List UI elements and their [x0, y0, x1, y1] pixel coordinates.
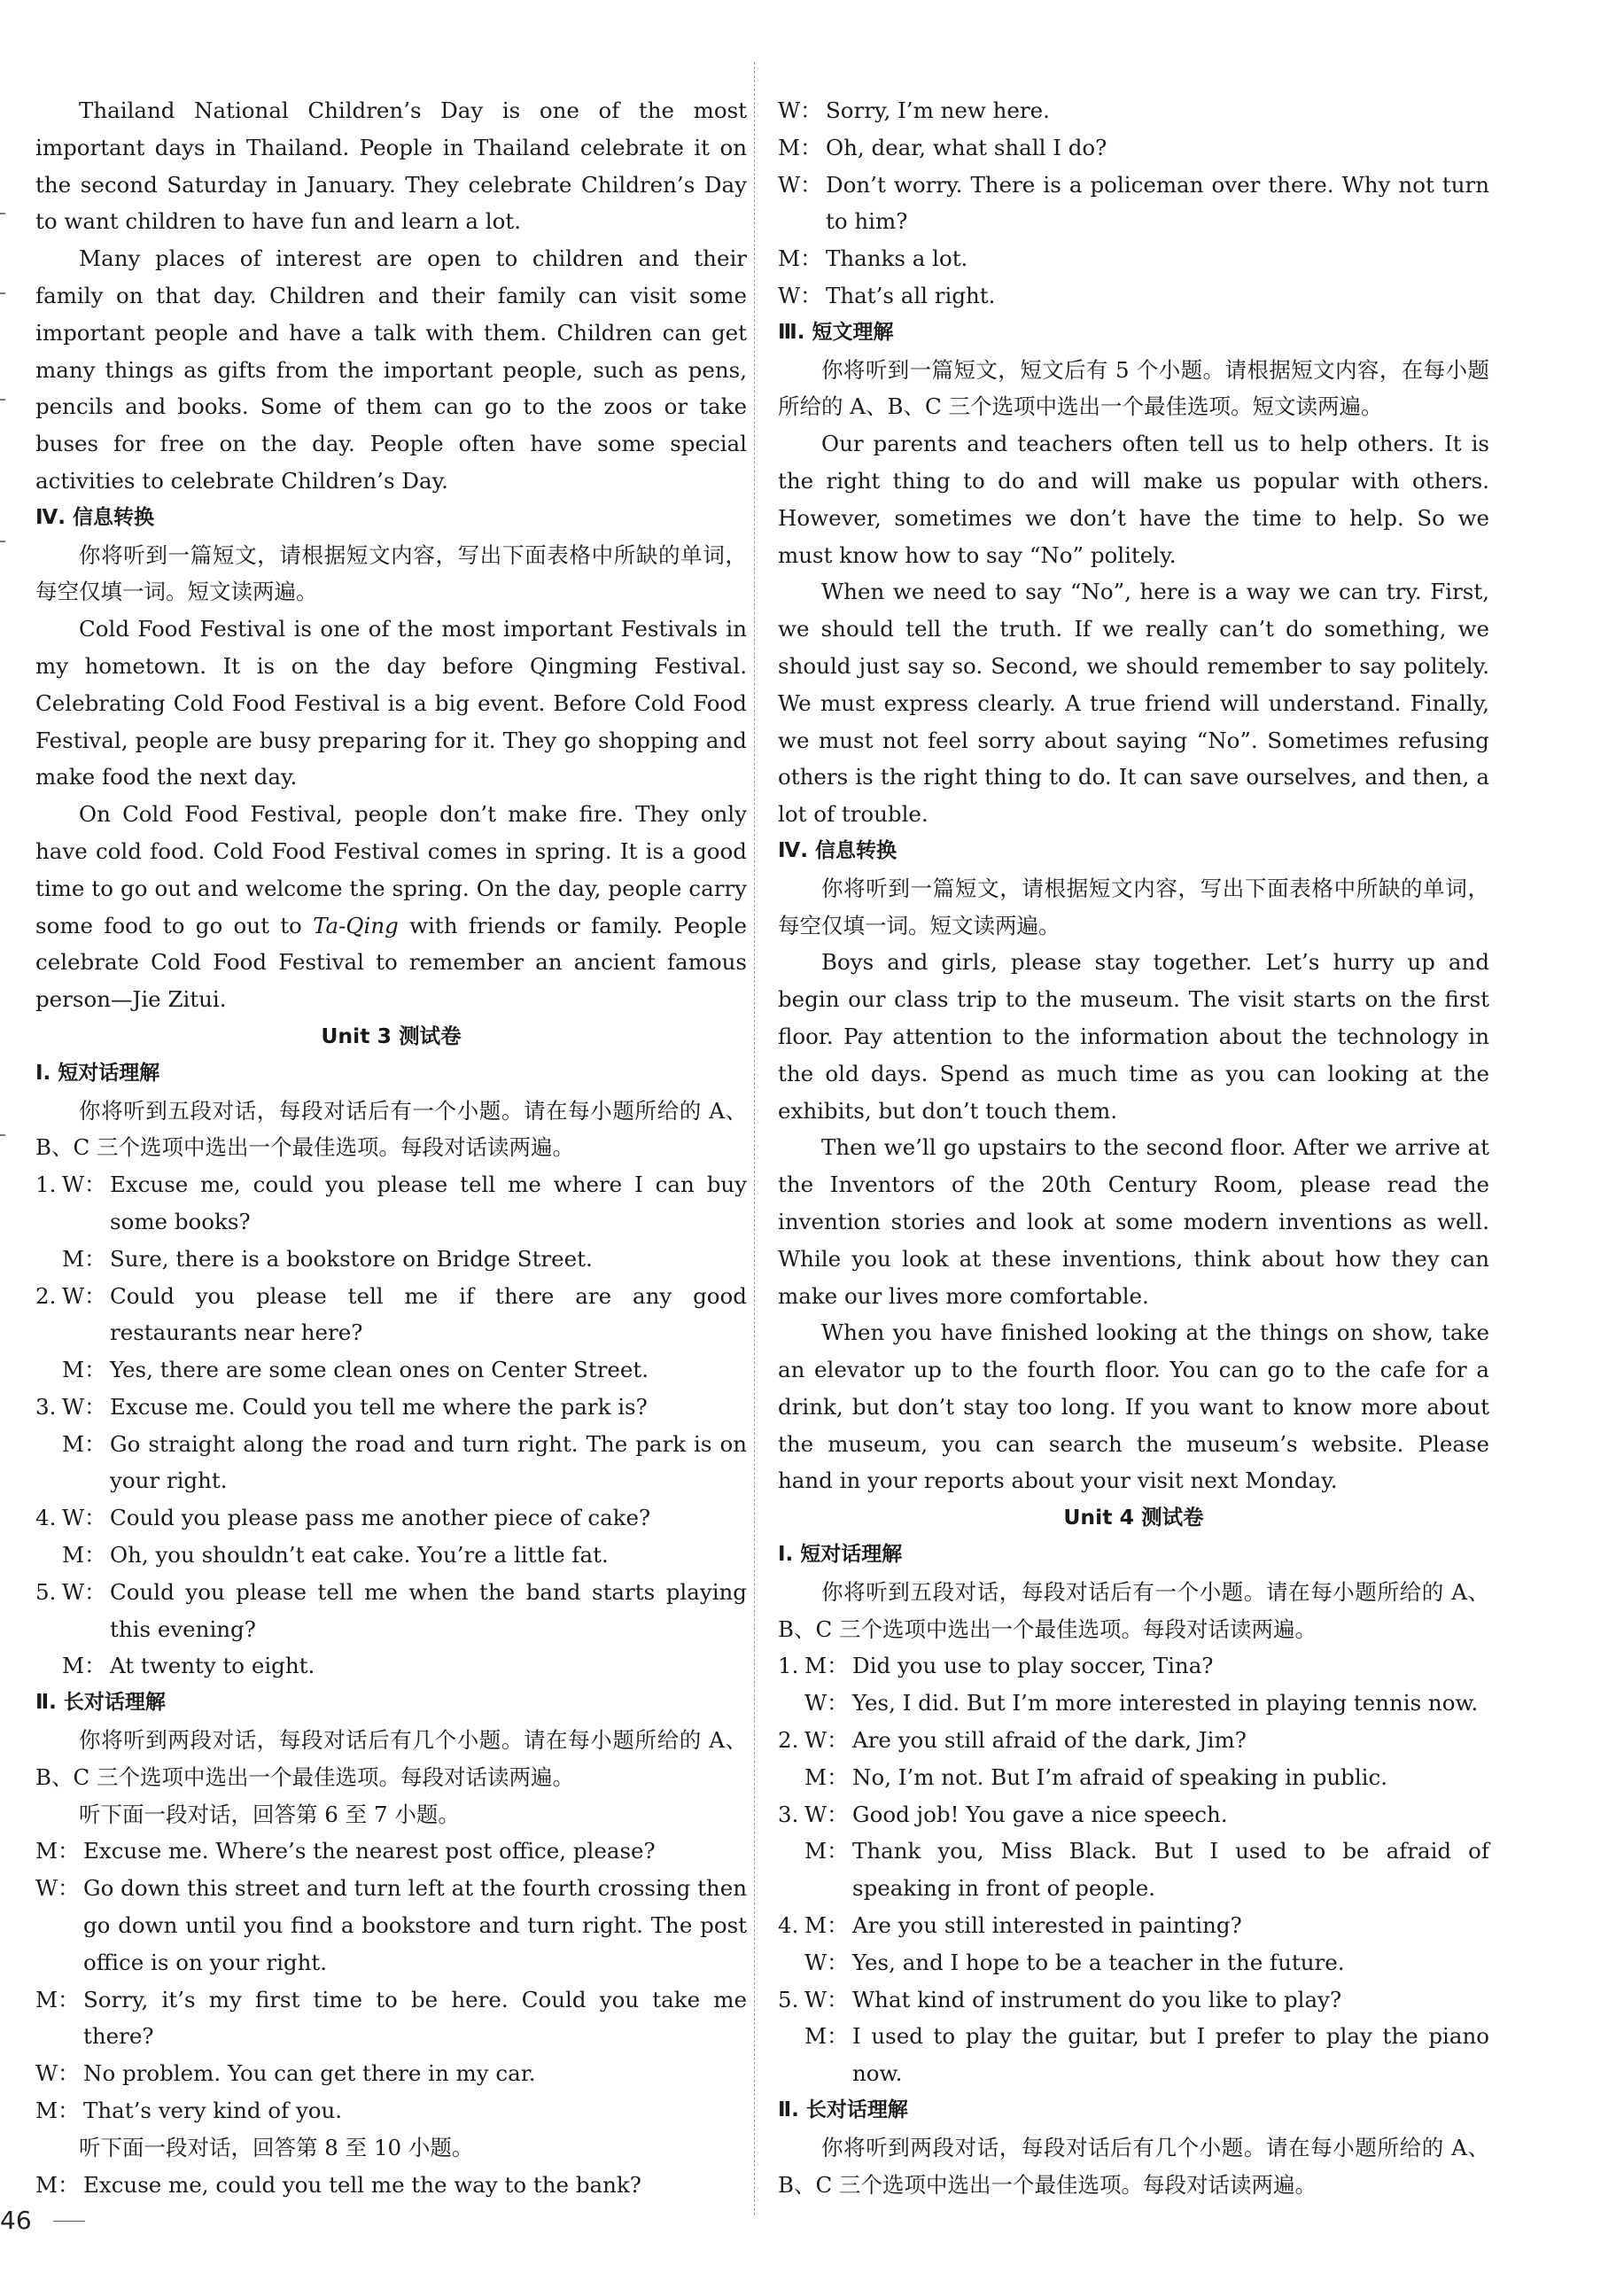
dialog-1: 1. M： Did you use to play soccer, Tina? W： Yes, I did. But I’m more interested in playing tennis now. — [778, 1653, 1479, 1716]
section-title: Ⅲ. 短文理解 — [778, 320, 894, 344]
paragraph: Many places of interest are open to children and their family on that day. Children and their family can visit some important people and have a talk with them. Children can get many things as gifts from the important people, such as pens, pencils and books. Some of them can go to the zoos or take buses for free on the day. People often have some special activities to celebrate Children’s Day. — [35, 245, 747, 494]
paragraph: Then we’ll go upstairs to the second floor. After we arrive at the Inventors of the 20th Century Room, please read the invention stories and look at some modern inventions as well. While you look at these inventions, think about how they can make our lives more comfortable. — [778, 1134, 1489, 1309]
long-dialog-2-line: M： Excuse me, could you tell me the way to the bank? — [35, 2171, 641, 2198]
emphasized-term: Ta-Qing — [313, 912, 399, 938]
unit-4-title: Unit 4 测试卷 — [1063, 1505, 1204, 1530]
section-title: Ⅰ. 短对话理解 — [778, 1543, 903, 1567]
section-instruction: 你将听到一篇短文，短文后有 5 个小题。请根据短文内容，在每小题所给的 A、B、C 三个选项中选出一个最佳选项。短文读两遍。 — [778, 356, 1489, 420]
sub-instruction: 听下面一段对话，回答第 6 至 7 小题。 — [79, 1801, 460, 1827]
dialog-5: 5. W： Could you please tell me when the band starts playing this evening? M： At twenty to eight. — [35, 1578, 747, 1679]
unit-4-short-dialogs — [778, 1647, 1489, 2092]
section-instruction: 你将听到五段对话，每段对话后有一个小题。请在每小题所给的 A、B、C 三个选项中选出一个最佳选项。每段对话读两遍。 — [778, 1578, 1489, 1642]
paragraph: When we need to say “No”, here is a way we can try. First, we should tell the truth. If we really can’t do something, we should just say so. Second, we should remember to say politely. We must express clearly. A true friend will understand. Finally, we must not feel sorry about saying “No”. Sometimes refusing others is the right thing to do. It can save ourselves, and then, a lot of trouble. — [778, 579, 1489, 828]
dialog-2: 2. W： Are you still afraid of the dark, Jim? M： No, I’m not. But I’m afraid of speaking in public. — [778, 1727, 1388, 1790]
paragraph: Cold Food Festival is one of the most important Festivals in my hometown. It is on the day before Qingming Festival. Celebrating Cold Food Festival is a big event. Before Cold Food Festival, people are busy preparing for it. They go shopping and make food the next day. — [35, 616, 747, 790]
section-title: Ⅱ. 长对话理解 — [35, 1691, 166, 1715]
section-instruction: 你将听到两段对话，每段对话后有几个小题。请在每小题所给的 A、B、C 三个选项中选出一个最佳选项。每段对话读两遍。 — [778, 2134, 1489, 2198]
section-title: Ⅳ. 信息转换 — [778, 838, 897, 862]
binding-margin-marks — [0, 0, 11, 2273]
unit-3-short-dialogs — [35, 1166, 747, 1685]
column-divider — [754, 62, 755, 2215]
sub-instruction: 听下面一段对话，回答第 8 至 10 小题。 — [79, 2134, 474, 2160]
dialog-4: 4. M： Are you still interested in painting? W： Yes, and I hope to be a teacher in the future. — [778, 1912, 1345, 1975]
dialog-3: 3. W： Excuse me. Could you tell me where the park is? M： Go straight along the road and turn right. The park is on your right. — [35, 1393, 747, 1494]
section-title: Ⅳ. 信息转换 — [35, 505, 155, 529]
paragraph: On Cold Food Festival, people don’t make fire. They only have cold food. Cold Food Festival comes in spring. It is a good time to go out and welcome the spring. On the day, people carry some food to go out to Ta-Qing with friends or family. People celebrate Cold Food Festival to remember an ancient famous person—Jie Zitui. — [35, 801, 747, 1013]
page-number: 46 — [0, 2206, 32, 2235]
long-dialog-2-continued: W： Sorry, I’m new here. M： Oh, dear, what shall I do? W： Don’t worry. There is a policeman over there. Why not turn to him? M： Thanks a lot. W： That’s all right. — [778, 97, 1489, 308]
section-title: Ⅰ. 短对话理解 — [35, 1061, 160, 1085]
right-column — [778, 92, 1489, 2203]
dialog-5: 5. W： What kind of instrument do you like to play? M： I used to play the guitar, but I prefer to play the piano now. — [778, 1986, 1489, 2087]
section-instruction: 你将听到两段对话，每段对话后有几个小题。请在每小题所给的 A、B、C 三个选项中选出一个最佳选项。每段对话读两遍。 — [35, 1727, 747, 1790]
paragraph: Thailand National Children’s Day is one of the most important days in Thailand. People in Thailand celebrate it on the second Saturday in January. They celebrate Children’s Day to want children to have fun and learn a lot. — [35, 97, 747, 235]
paragraph: Our parents and teachers often tell us to help others. It is the right thing to do and will make us popular with others. However, sometimes we don’t have the time to help. So we must know how to say “No” politely. — [778, 431, 1489, 568]
dialog-1: 1. W： Excuse me, could you please tell me where I can buy some books? M： Sure, there is a bookstore on Bridge Street. — [35, 1172, 747, 1272]
unit-3-title: Unit 3 测试卷 — [321, 1023, 462, 1048]
dialog-2: 2. W： Could you please tell me if there are any good restaurants near here? M： Yes, there are some clean ones on Center Street. — [35, 1282, 747, 1383]
paragraph: When you have finished looking at the things on show, take an elevator up to the fourth floor. You can go to the cafe for a drink, but don’t stay too long. If you want to know more about the museum, you can search the museum’s website. Please hand in your reports about your visit next Monday. — [778, 1319, 1489, 1494]
long-dialog-1: M： Excuse me. Where’s the nearest post office, please? W： Go down this street and turn left at the fourth crossing then go down until you find a bookstore and turn right. The post office is on your right. M： Sorry, it’s my first time to be here. Could you take me there? W： No problem. You can get there in my car. M： That’s very kind of you. — [35, 1838, 747, 2124]
left-column — [35, 92, 747, 2203]
paragraph: Boys and girls, please stay together. Let’s hurry up and begin our class trip to the museum. The visit starts on the first floor. Pay attention to the information about the technology in the old days. Spend as much time as you can looking at the exhibits, but don’t touch them. — [778, 949, 1489, 1124]
section-instruction: 你将听到一篇短文，请根据短文内容，写出下面表格中所缺的单词，每空仅填一词。短文读两遍。 — [35, 541, 747, 605]
dialog-4: 4. W： Could you please pass me another piece of cake? M： Oh, you shouldn’t eat cake. You’re a little fat. — [35, 1505, 651, 1569]
footer-rule — [53, 2221, 85, 2222]
dialog-3: 3. W： Good job! You gave a nice speech. M： Thank you, Miss Black. But I used to be afraid of speaking in front of people. — [778, 1801, 1489, 1902]
section-title: Ⅱ. 长对话理解 — [778, 2098, 908, 2122]
section-instruction: 你将听到一篇短文，请根据短文内容，写出下面表格中所缺的单词，每空仅填一词。短文读两遍。 — [778, 875, 1489, 938]
section-instruction: 你将听到五段对话，每段对话后有一个小题。请在每小题所给的 A、B、C 三个选项中选出一个最佳选项。每段对话读两遍。 — [35, 1097, 747, 1161]
